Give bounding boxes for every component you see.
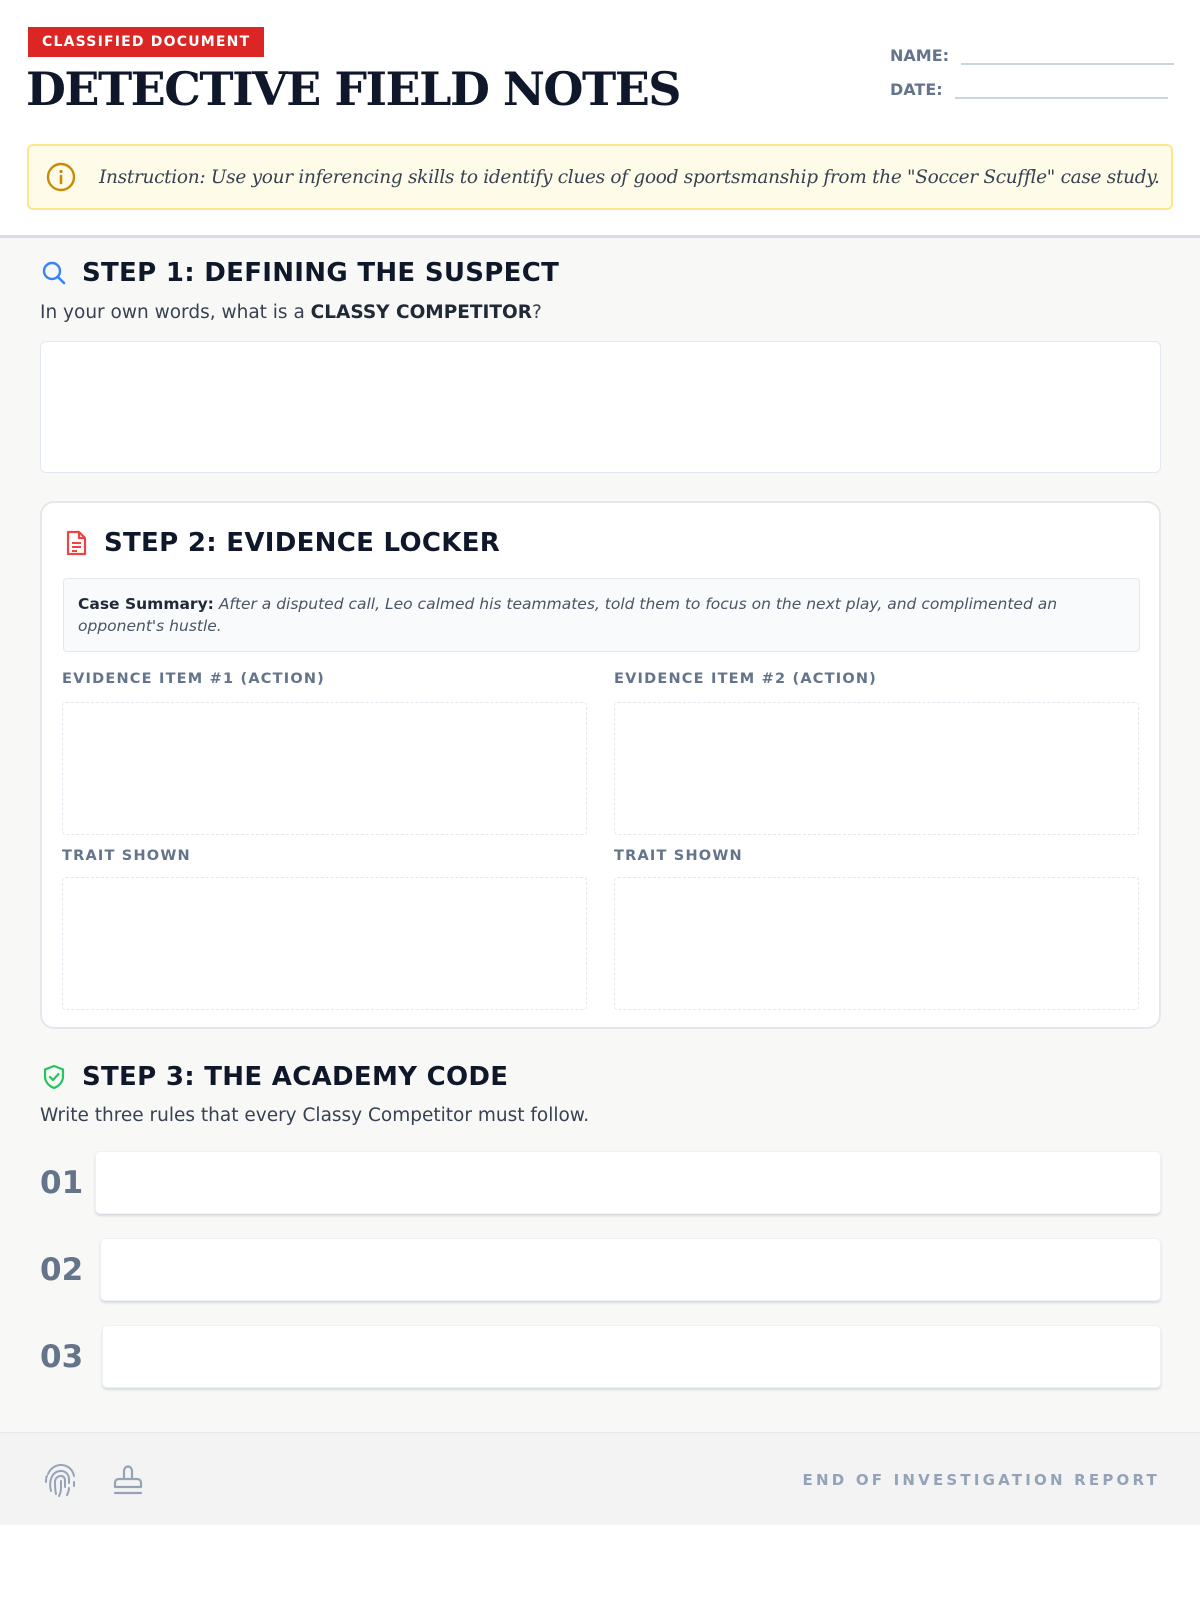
evidence1-label: EVIDENCE ITEM #1 (ACTION) <box>62 671 326 687</box>
name-field[interactable] <box>890 46 1174 65</box>
trait1-label: TRAIT SHOWN <box>62 848 191 864</box>
step3-prompt: Write three rules that every Classy Competitor must follow. <box>40 1105 590 1126</box>
step1-prompt-term: CLASSY COMPETITOR <box>310 302 533 323</box>
step1-prompt-text: In your own words, what is a <box>40 302 311 323</box>
rule-input-3[interactable] <box>102 1325 1161 1388</box>
case-summary-label: Case Summary: <box>78 595 214 613</box>
stamp-icon <box>108 1460 148 1500</box>
case-summary <box>63 578 1140 652</box>
rule-number-1: 01 <box>40 1165 84 1201</box>
rule-input-1[interactable] <box>95 1151 1161 1214</box>
trait2-box[interactable] <box>614 877 1139 1010</box>
name-line[interactable] <box>961 51 1174 65</box>
step3-title: STEP 3: THE ACADEMY CODE <box>82 1062 509 1092</box>
step1-prompt <box>40 302 542 323</box>
evidence2-label: EVIDENCE ITEM #2 (ACTION) <box>614 671 878 687</box>
evidence1-box[interactable] <box>62 702 587 835</box>
trait2-label: TRAIT SHOWN <box>614 848 743 864</box>
name-label: NAME: <box>890 46 950 65</box>
date-field[interactable] <box>890 80 1168 99</box>
step1-title: STEP 1: DEFINING THE SUSPECT <box>82 258 560 288</box>
classified-badge: CLASSIFIED DOCUMENT <box>28 27 264 57</box>
fingerprint-icon <box>40 1460 80 1500</box>
instruction-text: Instruction: Use your inferencing skills to identify clues of good sportsmanship from the "Soccer Scuffle" case study. <box>99 166 1160 188</box>
step1-answer-box[interactable] <box>40 341 1161 473</box>
document-icon <box>62 529 90 557</box>
step1-prompt-end: ? <box>532 302 542 323</box>
trait1-box[interactable] <box>62 877 587 1010</box>
case-summary-text: After a disputed call, Leo calmed his teammates, told them to focus on the next play, and complimented an opponent's hustle. <box>78 595 1058 635</box>
instruction-banner <box>27 144 1173 210</box>
step1-heading <box>40 258 559 288</box>
shield-check-icon <box>40 1063 68 1091</box>
rule-number-3: 03 <box>40 1339 84 1375</box>
evidence-locker-card <box>40 501 1161 1029</box>
page-footer <box>0 1432 1200 1525</box>
search-icon <box>40 259 68 287</box>
rule-number-2: 02 <box>40 1252 84 1288</box>
step2-heading <box>62 528 500 558</box>
date-label: DATE: <box>890 80 943 99</box>
info-circle-icon <box>45 161 77 193</box>
page-title: DETECTIVE FIELD NOTES <box>26 62 680 116</box>
footer-end-text: END OF INVESTIGATION REPORT <box>802 1471 1160 1489</box>
step2-title: STEP 2: EVIDENCE LOCKER <box>104 528 501 558</box>
step3-heading <box>40 1062 508 1092</box>
rule-input-2[interactable] <box>100 1238 1161 1301</box>
date-line[interactable] <box>955 85 1168 99</box>
page-header <box>0 0 1200 238</box>
evidence2-box[interactable] <box>614 702 1139 835</box>
